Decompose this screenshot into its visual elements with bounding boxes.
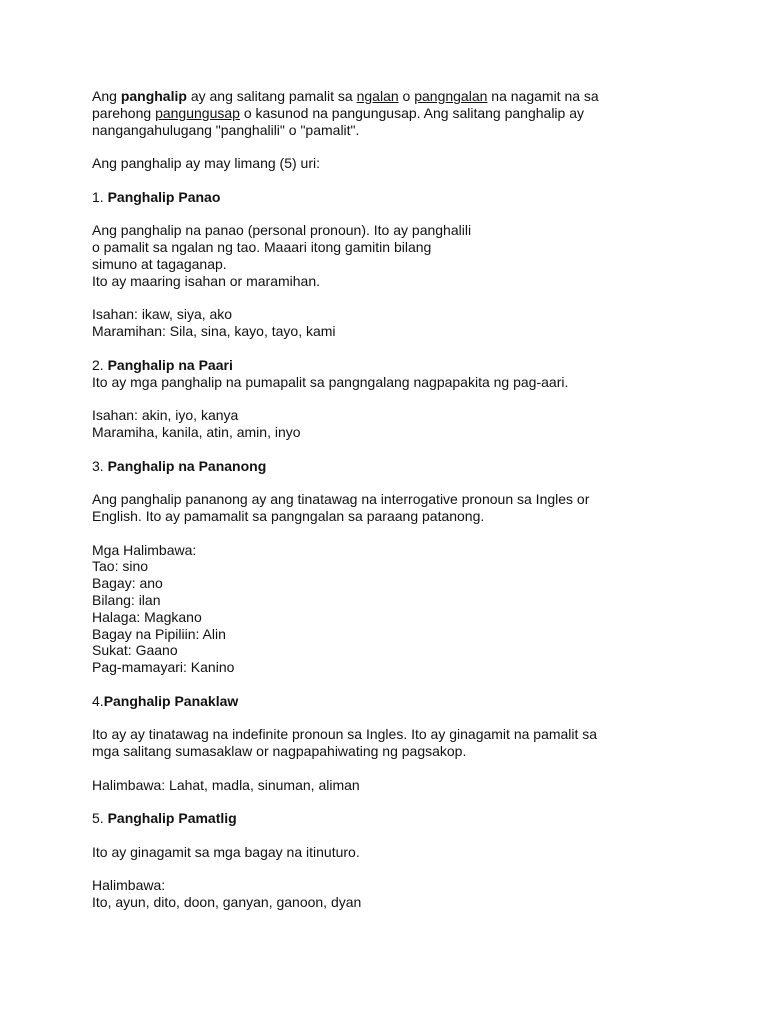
count-paragraph: Ang panghalip ay may limang (5) uri: — [92, 155, 321, 172]
section-4-description: Ito ay ay tinatawag na indefinite pronoun sa Ingles. Ito ay ginagamit na pamalit sa mga salitang sumasaklaw or nagpapahiwating ng pagsakop. — [92, 726, 598, 760]
section-3-title: Panghalip na Pananong — [107, 457, 267, 474]
intro-paragraph — [92, 88, 712, 138]
section-5-title: Panghalip Pamatlig — [107, 810, 237, 827]
section-3-heading: 3. Panghalip na Pananong — [92, 457, 267, 474]
section-5-heading: 5. Panghalip Pamatlig — [92, 810, 237, 827]
section-1-title: Panghalip Panao — [107, 188, 221, 205]
section-2: 2. Panghalip na Paari Ito ay mga panghalip na pumapalit sa pangngalang nagpapakita ng pag-aari. — [92, 356, 569, 390]
section-4-heading: 4.Panghalip Panaklaw — [92, 692, 239, 709]
link-pangungusap[interactable]: pangungusap — [155, 104, 240, 121]
section-2-title: Panghalip na Paari — [107, 356, 233, 373]
term-panghalip: panghalip — [120, 88, 187, 104]
section-1-forms: Isahan: ikaw, siya, ako Maramihan: Sila, sina, kayo, tayo, kami — [92, 306, 336, 340]
section-4-title: Panghalip Panaklaw — [103, 692, 239, 709]
list-item: Bagay: ano — [92, 575, 163, 592]
list-item: Bagay na Pipiliin: Alin — [92, 625, 226, 642]
section-3-examples: Mga Halimbawa: Tao: sino Bagay: ano Bilang: ilan Halaga: Magkano Bagay na Pipiliin: Alin Sukat: Gaano Pag-mamayari: Kanino — [92, 542, 712, 676]
section-1-description: Ang panghalip na panao (personal pronoun). Ito ay panghalili o pamalit sa ngalan ng tao. Maaari itong gamitin bilang simuno at tagaganap. Ito ay maaring isahan or maramihan. — [92, 222, 472, 289]
list-item: Halaga: Magkano — [92, 608, 202, 625]
intro-line-3: nangangahulugang "panghalili" o "pamalit". — [92, 121, 360, 138]
link-ngalan[interactable]: ngalan — [356, 88, 399, 104]
link-pangngalan[interactable]: pangngalan — [414, 88, 488, 104]
list-item: Bilang: ilan — [92, 591, 161, 608]
list-item: Sukat: Gaano — [92, 642, 178, 659]
list-item: Tao: sino — [92, 558, 149, 575]
section-3-description: Ang panghalip pananong ay ang tinatawag na interrogative pronoun sa Ingles or English. Ito ay pamamalit sa pangngalan sa paraang patanong. — [92, 491, 590, 524]
section-4-example: Halimbawa: Lahat, madla, sinuman, aliman — [92, 776, 360, 793]
document-page — [92, 88, 712, 911]
section-5-description: Ito ay ginagamit sa mga bagay na itinuturo. — [92, 843, 360, 860]
section-2-forms: Isahan: akin, iyo, kanya Maramiha, kanila, atin, amin, inyo — [92, 407, 301, 440]
section-5-example: Halimbawa: Ito, ayun, dito, doon, ganyan, ganoon, dyan — [92, 877, 362, 911]
section-1-heading: 1. Panghalip Panao — [92, 188, 221, 205]
list-item: Pag-mamayari: Kanino — [92, 659, 235, 676]
intro-line-1: Ang panghalip ay ang salitang pamalit sa ngalan o pangngalan na nagamit na sa — [92, 88, 599, 104]
intro-line-2: parehong pangungusap o kasunod na pangungusap. Ang salitang panghalip ay — [92, 104, 584, 121]
